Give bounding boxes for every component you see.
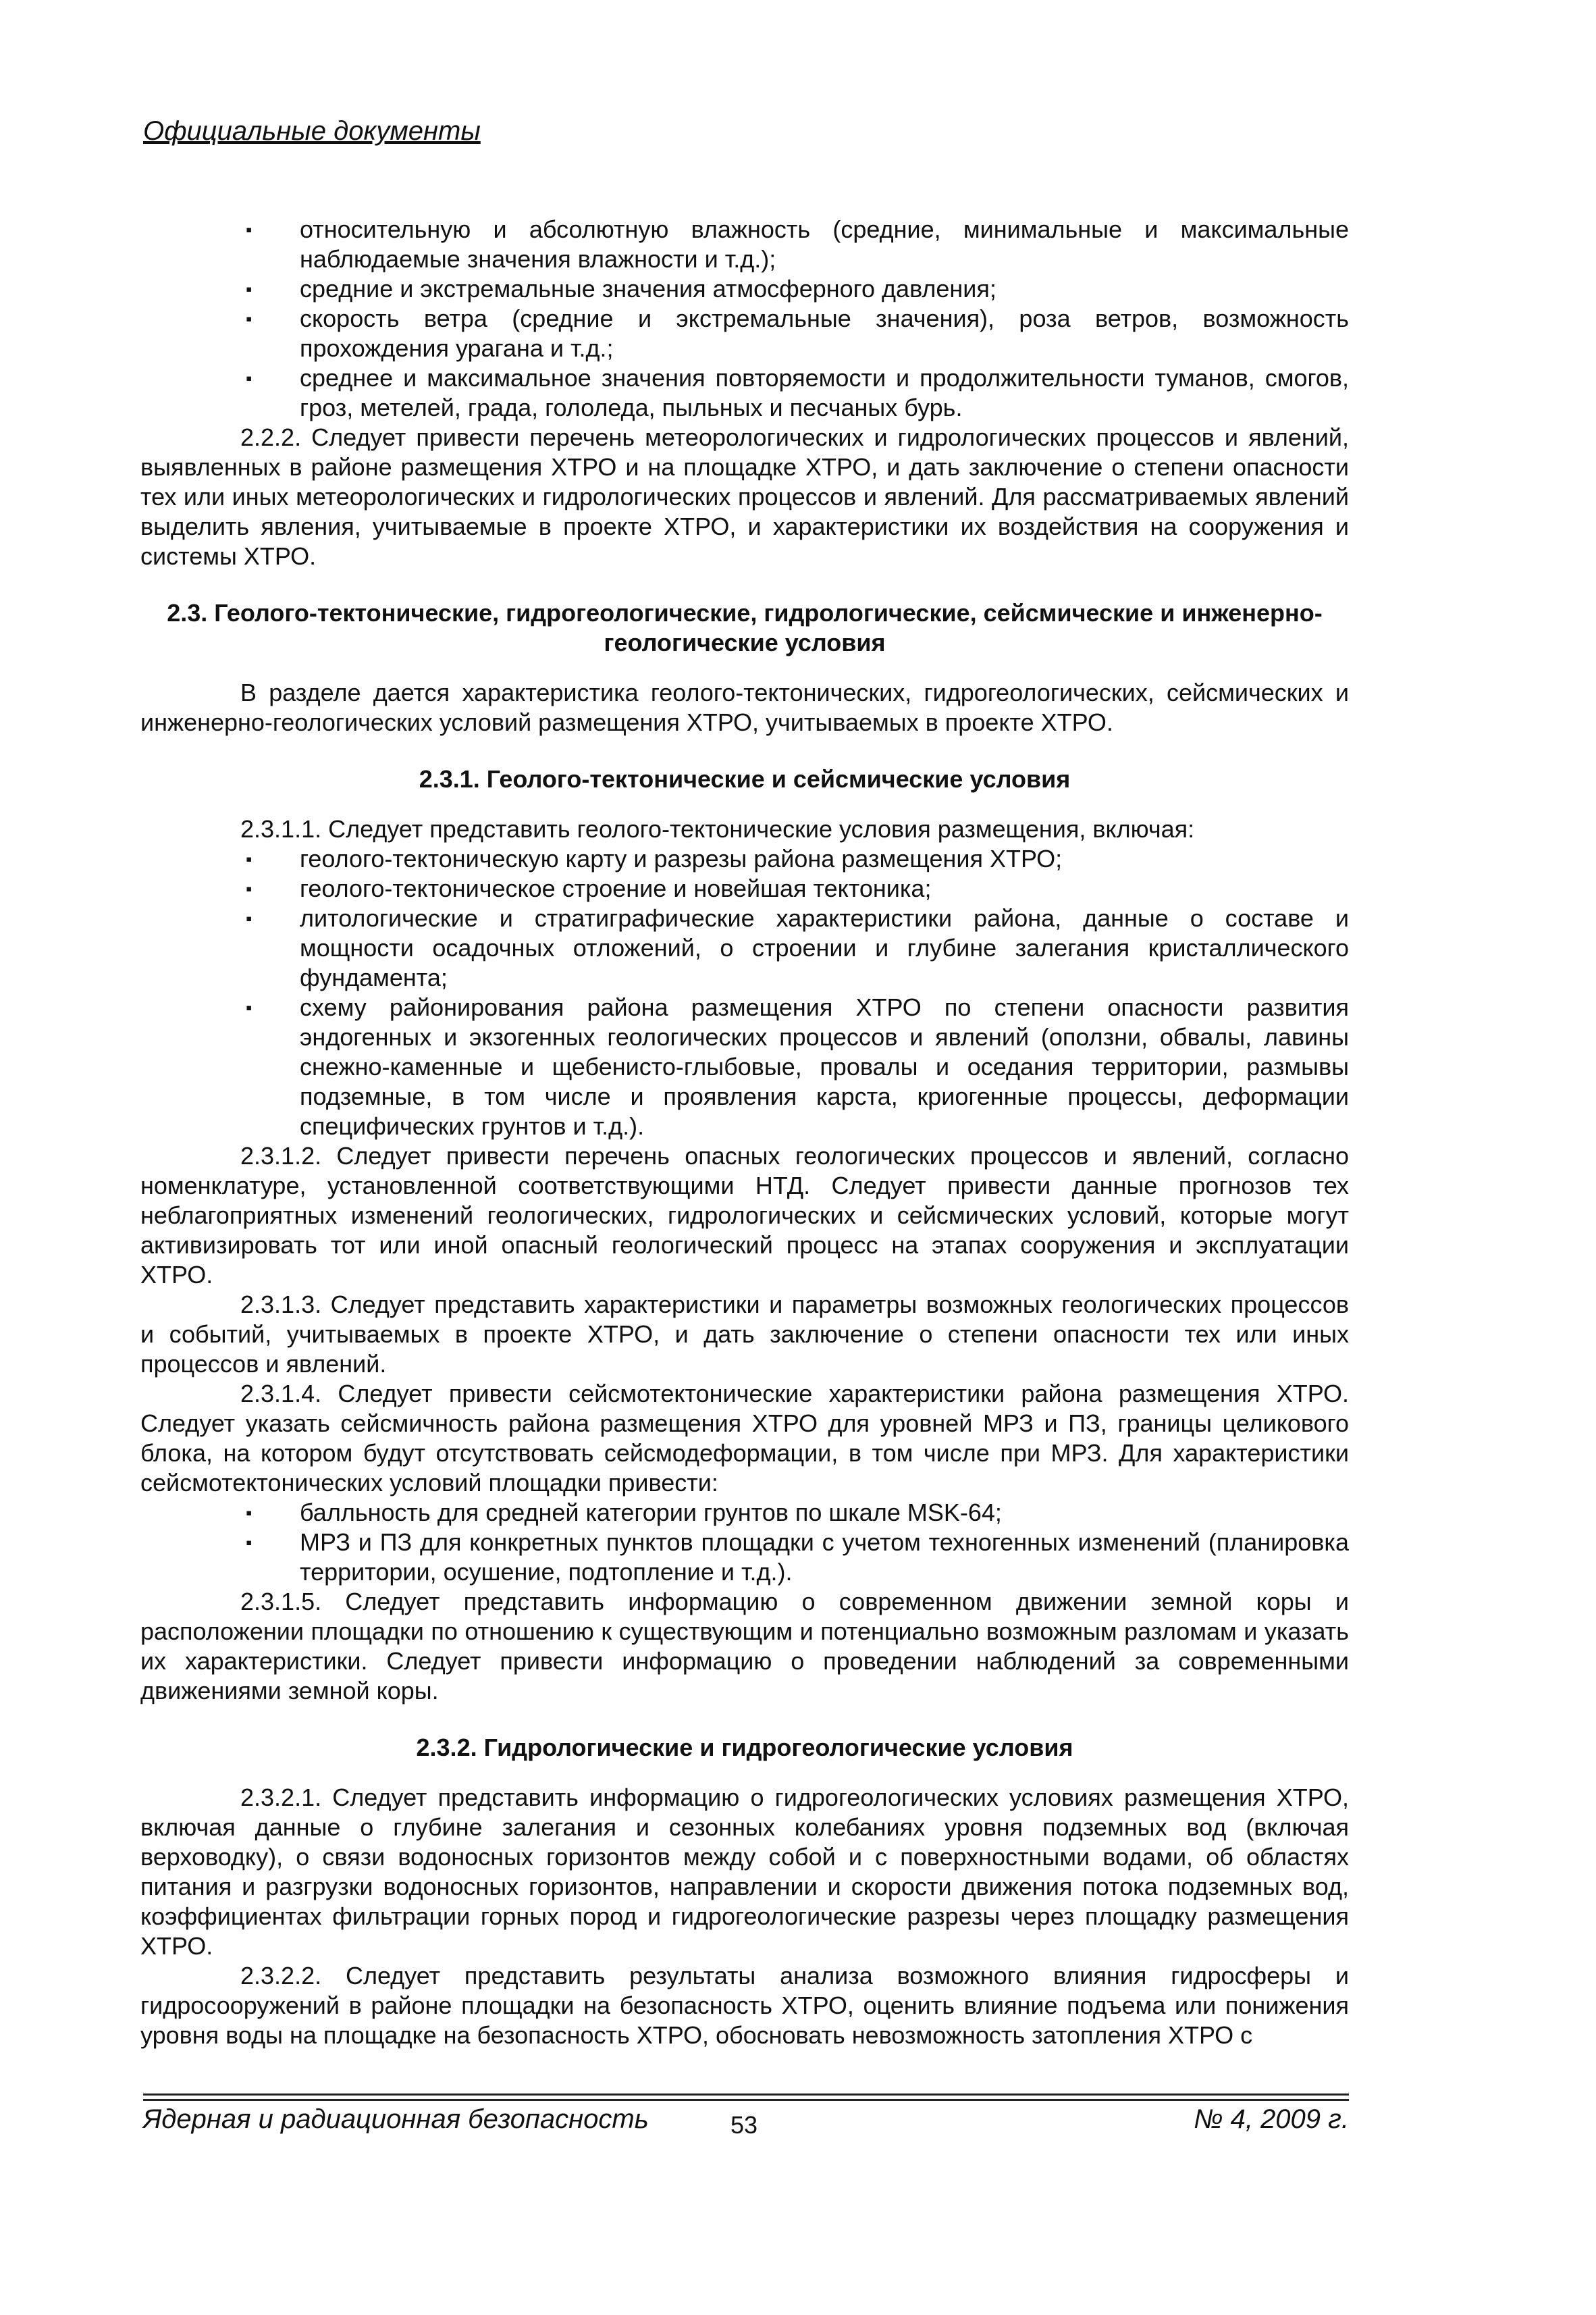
- paragraph-2-3-1-3: 2.3.1.3. Следует представить характеристики и параметры возможных геологических процессов и событий, учитываемых в проекте ХТРО, и дать заключение о степени опасности тех или иных процессов и явлений.: [140, 1291, 1349, 1378]
- paragraph-2-3-1-5: 2.3.1.5. Следует представить информацию о современном движении земной коры и расположении площадки по отношению к существующим и потенциально возможным разломам и указать их характеристики. Следует привести информацию о проведении наблюдений за современными движениями земной коры.: [140, 1588, 1349, 1705]
- page-body: [140, 215, 1349, 2050]
- list-item: ▪ скорость ветра (средние и экстремальные значения), роза ветров, возможность прохождения урагана и т.д.;: [140, 304, 1349, 363]
- bullet-list-geology: [140, 844, 1349, 1141]
- paragraph-2-3-1-1: 2.3.1.1. Следует представить геолого-тектонические условия размещения, включая:: [240, 815, 1195, 843]
- list-item: ▪ геолого-тектоническую карту и разрезы района размещения ХТРО;: [140, 844, 1349, 874]
- paragraph-2-3-2-2: 2.3.2.2. Следует представить результаты анализа возможного влияния гидросферы и гидросооружений в районе площадки на безопасность ХТРО, оценить влияние подъема или понижения уровня воды на площадке на безопасность ХТРО, обосновать невозможность затопления ХТРО с: [140, 1962, 1349, 2049]
- list-item: ▪ литологические и стратиграфические характеристики района, данные о составе и мощности осадочных отложений, о строении и глубине залегания кристаллического фундамента;: [140, 904, 1349, 993]
- section-heading-2-3-2: 2.3.2. Гидрологические и гидрогеологические условия: [416, 1734, 1073, 1761]
- issue-info: № 4, 2009 г.: [1194, 2104, 1349, 2134]
- journal-title: Ядерная и радиационная безопасность: [143, 2104, 649, 2134]
- list-item: ▪ МРЗ и ПЗ для конкретных пунктов площадки с учетом техногенных изменений (планировка территории, осушение, подтопление и т.д.).: [140, 1528, 1349, 1587]
- paragraph-2-3-intro: В разделе дается характеристика геолого-тектонических, гидрогеологических, сейсмических и инженерно-геологических условий размещения ХТРО, учитываемых в проекте ХТРО.: [140, 679, 1349, 736]
- list-item: ▪ схему районирования района размещения ХТРО по степени опасности развития эндогенных и экзогенных геологических процессов и явлений (оползни, обвалы, лавины снежно-каменные и щебенисто-глыбовые, провалы и оседания территории, размывы подземные, в том числе и проявления карста, криогенные процессы, деформации специфических грунтов и т.д.).: [140, 993, 1349, 1141]
- bullet-list-seismic: [140, 1498, 1349, 1587]
- list-item: ▪ геолого-тектоническое строение и новейшая тектоника;: [140, 874, 1349, 904]
- page-number: 53: [730, 2111, 758, 2139]
- section-heading-2-3: 2.3. Геолого-тектонические, гидрогеологические, гидрологические, сейсмические и инженерно-геологические условия: [167, 599, 1323, 656]
- paragraph-2-3-2-1: 2.3.2.1. Следует представить информацию о гидрогеологических условиях размещения ХТРО, включая данные о глубине залегания и сезонных колебаниях уровня подземных вод (включая верховодку), о связи водоносных горизонтов между собой и с поверхностными водами, об областях питания и разгрузки водоносных горизонтов, направлении и скорости движения потока подземных вод, коэффициентах фильтрации горных пород и гидрогеологические разрезы через площадку размещения ХТРО.: [140, 1784, 1349, 1960]
- list-item: ▪ средние и экстремальные значения атмосферного давления;: [140, 274, 1349, 304]
- list-item: ▪ относительную и абсолютную влажность (средние, минимальные и максимальные наблюдаемые значения влажности и т.д.);: [140, 215, 1349, 274]
- list-item: ▪ балльность для средней категории грунтов по шкале MSK-64;: [140, 1498, 1349, 1528]
- paragraph-2-3-1-4: 2.3.1.4. Следует привести сейсмотектонические характеристики района размещения ХТРО. Следует указать сейсмичность района размещения ХТРО для уровней МРЗ и ПЗ, границы целикового блока, на котором будут отсутствовать сейсмодеформации, в том числе при МРЗ. Для характеристики сейсмотектонических условий площадки привести:: [140, 1380, 1349, 1497]
- paragraph-2-3-1-2: 2.3.1.2. Следует привести перечень опасных геологических процессов и явлений, согласно номенклатуре, установленной соответствующими НТД. Следует привести данные прогнозов тех неблагоприятных изменений геологических, гидрологических и сейсмических условий, которые могут активизировать тот или иной опасный геологический процесс на этапах сооружения и эксплуатации ХТРО.: [140, 1142, 1349, 1289]
- footer-rule: [143, 2093, 1349, 2101]
- paragraph-2-2-2: 2.2.2. Следует привести перечень метеорологических и гидрологических процессов и явлений, выявленных в районе размещения ХТРО и на площадке ХТРО, и дать заключение о степени опасности тех или иных метеорологических и гидрологических процессов и явлений. Для рассматриваемых явлений выделить явления, учитываемые в проекте ХТРО, и характеристики их воздействия на сооружения и системы ХТРО.: [140, 423, 1349, 570]
- bullet-list-climate: [140, 215, 1349, 423]
- page-header: Официальные документы: [143, 116, 481, 146]
- section-heading-2-3-1: 2.3.1. Геолого-тектонические и сейсмические условия: [419, 765, 1071, 793]
- list-item: ▪ среднее и максимальное значения повторяемости и продолжительности туманов, смогов, гроз, метелей, града, гололеда, пыльных и песчаных бурь.: [140, 363, 1349, 423]
